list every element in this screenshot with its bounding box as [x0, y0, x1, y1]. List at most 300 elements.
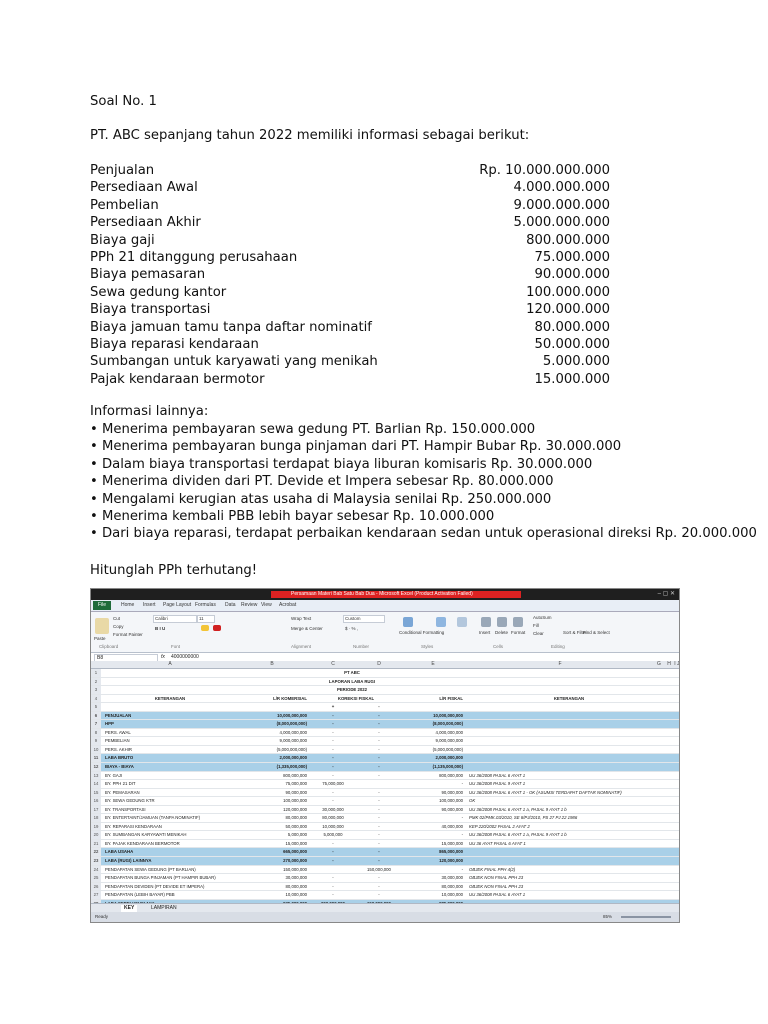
- delete-cells-icon[interactable]: [497, 617, 507, 627]
- info-bullet: • Mengalami kerugian atas usaha di Malaysia senilai Rp. 250.000.000: [90, 491, 552, 507]
- item-row: [90, 353, 610, 370]
- ribbon-tab-view[interactable]: View: [261, 602, 272, 608]
- font-color-icon[interactable]: [213, 625, 221, 631]
- cell-a[interactable]: LABA USAHA: [105, 849, 134, 855]
- column-header[interactable]: J: [677, 661, 680, 667]
- cell-d[interactable]: [357, 669, 401, 677]
- table-row: [91, 806, 679, 815]
- item-value: 50.000.000: [534, 336, 610, 352]
- cell-f[interactable]: [467, 669, 669, 677]
- font-size-value: 11: [199, 616, 204, 621]
- column-header[interactable]: I: [674, 661, 676, 667]
- cell-f[interactable]: PMK 02/PMK.03/2010, SE 8/PJ/2010, PS 27 PJ 22 1986: [469, 815, 578, 821]
- sheet-tab[interactable]: KEY: [121, 905, 137, 912]
- cell-b[interactable]: 270,000,000: [283, 858, 307, 864]
- row-number[interactable]: 16: [91, 797, 101, 805]
- cell-e[interactable]: -: [461, 866, 463, 872]
- cell-d[interactable]: -: [378, 858, 380, 864]
- column-header[interactable]: E: [431, 661, 435, 667]
- cell-e[interactable]: 2,000,000,000: [435, 755, 463, 761]
- cell-e[interactable]: [403, 678, 463, 686]
- cell-b[interactable]: 15,000,000: [285, 840, 307, 846]
- table-row: [91, 695, 679, 704]
- row-number[interactable]: 25: [91, 874, 101, 882]
- cell-d[interactable]: -: [378, 704, 380, 710]
- cell-d[interactable]: [357, 695, 401, 703]
- table-row: [91, 737, 679, 746]
- spreadsheet-grid[interactable]: [91, 661, 679, 903]
- cell-f[interactable]: UU 36/2008 PASAL 6 AYAT 1: [469, 892, 526, 898]
- cell-c[interactable]: -: [332, 772, 334, 778]
- cell-d[interactable]: 150,000,000: [367, 866, 391, 872]
- cell-b[interactable]: 10,000,000,000: [277, 712, 307, 718]
- cell-b[interactable]: 120,000,000: [283, 806, 307, 812]
- item-row: [90, 284, 610, 301]
- cell-d[interactable]: -: [378, 746, 380, 752]
- row-number[interactable]: 17: [91, 806, 101, 814]
- cell-c[interactable]: -: [332, 858, 334, 864]
- column-headers: [91, 661, 679, 669]
- wrap-text-button[interactable]: Wrap Text: [291, 616, 312, 621]
- item-label: Pajak kendaraan bermotor: [90, 371, 265, 387]
- cell-c[interactable]: LAPORAN LABA RUGI: [328, 678, 376, 684]
- cell-f[interactable]: [467, 848, 669, 856]
- cell-c[interactable]: 10,000,000: [322, 823, 344, 829]
- row-number[interactable]: 5: [91, 703, 101, 711]
- cut-button[interactable]: Cut: [113, 616, 121, 621]
- format-table-icon[interactable]: [436, 617, 446, 627]
- cell-c[interactable]: -: [332, 798, 334, 804]
- cell-d[interactable]: -: [378, 823, 380, 829]
- cell-c[interactable]: 80,000,000: [322, 815, 344, 821]
- cell-b[interactable]: 4,000,000,000: [279, 729, 307, 735]
- cell-c[interactable]: -: [332, 883, 334, 889]
- cell-a[interactable]: BY. PAJAK KENDARAAN BERMOTOR: [105, 840, 180, 846]
- cell-a[interactable]: BY. PPH 21 DIT: [105, 781, 136, 787]
- cell-d[interactable]: -: [378, 755, 380, 761]
- table-row: [91, 848, 679, 857]
- table-row: [91, 840, 679, 849]
- row-number[interactable]: 3: [91, 686, 101, 694]
- cell-a[interactable]: PERS. AKHIR: [105, 746, 132, 752]
- cell-b[interactable]: 10,000,000: [285, 892, 307, 898]
- cell-f[interactable]: UU 36/2008 PASAL 6 AYAT 1 a, PASAL 9 AYAT 1 b: [469, 806, 567, 812]
- cell-f[interactable]: KETERANGAN: [553, 695, 585, 701]
- cell-a[interactable]: BIAYA - BIAYA: [105, 764, 134, 770]
- cell-f[interactable]: UU 36/2008 PASAL 6 AYAT 1 a, PASAL 9 AYAT 1 b: [469, 832, 567, 838]
- cell-a[interactable]: BY. PEMASARAN: [105, 789, 140, 795]
- cell-d[interactable]: -: [378, 892, 380, 898]
- cell-b[interactable]: 80,000,000: [285, 883, 307, 889]
- cell-f[interactable]: [467, 746, 669, 754]
- ribbon-tab-page-layout[interactable]: Page Layout: [163, 602, 192, 608]
- info-bullet: • Menerima pembayaran bunga pinjaman dari PT. Hampir Bubar Rp. 30.000.000: [90, 439, 622, 455]
- table-row: [91, 686, 679, 695]
- cell-b[interactable]: L/R KOMERSIAL: [273, 695, 307, 701]
- cell-a[interactable]: PEMBELIAN: [105, 738, 130, 744]
- cell-c[interactable]: -: [332, 746, 334, 752]
- cell-a[interactable]: LABA BRUTO: [105, 755, 134, 761]
- cell-d[interactable]: -: [378, 815, 380, 821]
- cell-f[interactable]: [467, 763, 669, 771]
- merge-center-button[interactable]: Merge & Center: [291, 626, 323, 631]
- insert-cells-icon[interactable]: [481, 617, 491, 627]
- cell-b[interactable]: (1,335,000,000): [276, 764, 307, 770]
- cell-e[interactable]: -: [461, 815, 463, 821]
- cell-e[interactable]: 90,000,000: [441, 806, 463, 812]
- table-row: [91, 789, 679, 798]
- copy-button[interactable]: Copy: [113, 624, 124, 629]
- sort-filter-button[interactable]: Sort & Filter: [563, 630, 587, 635]
- cell-d[interactable]: -: [378, 849, 380, 855]
- sheet-rows: [91, 669, 679, 908]
- cell-c[interactable]: -: [332, 755, 334, 761]
- name-box[interactable]: B8: [94, 654, 158, 662]
- cell-b[interactable]: 2,000,000,000: [279, 755, 307, 761]
- cell-b[interactable]: 50,000,000: [285, 823, 307, 829]
- info-heading: Informasi lainnya:: [90, 404, 209, 419]
- cell-d[interactable]: -: [378, 875, 380, 881]
- ribbon-tabs: [91, 600, 679, 612]
- cell-c[interactable]: -: [332, 849, 334, 855]
- find-select-button[interactable]: Find & Select: [583, 630, 610, 635]
- cell-e[interactable]: 800,000,000: [439, 772, 463, 778]
- row-number[interactable]: 9: [91, 737, 101, 745]
- ribbon-group-label: Clipboard: [99, 644, 119, 649]
- cell-c[interactable]: -: [332, 840, 334, 846]
- item-value: 15.000.000: [534, 371, 610, 387]
- item-label: Pembelian: [90, 197, 159, 213]
- table-row: [91, 703, 679, 712]
- fill-color-icon[interactable]: [201, 625, 209, 631]
- item-row: [90, 301, 610, 318]
- row-number[interactable]: 21: [91, 840, 101, 848]
- row-number[interactable]: 13: [91, 772, 101, 780]
- cell-e[interactable]: [403, 686, 463, 694]
- number-format-buttons[interactable]: $ · % ,: [345, 626, 359, 631]
- row-number[interactable]: 22: [91, 848, 101, 856]
- cell-d[interactable]: -: [378, 772, 380, 778]
- row-number[interactable]: 11: [91, 754, 101, 762]
- cell-f[interactable]: [467, 729, 669, 737]
- cell-a[interactable]: KETERANGAN: [154, 695, 186, 701]
- cell-c[interactable]: -: [332, 892, 334, 898]
- ribbon-tab-insert[interactable]: Insert: [143, 602, 156, 608]
- cell-e[interactable]: L/R FISKAL: [439, 695, 463, 701]
- cell-c[interactable]: [311, 866, 355, 874]
- cell-e[interactable]: 40,000,000: [441, 823, 463, 829]
- row-number[interactable]: 10: [91, 746, 101, 754]
- bold-italic-underline[interactable]: B I U: [155, 626, 166, 631]
- table-row: [91, 866, 679, 875]
- cell-e[interactable]: [403, 669, 463, 677]
- clear-button[interactable]: Clear: [533, 631, 544, 636]
- zoom-level: 85%: [603, 914, 613, 919]
- item-value: 5.000.000: [542, 354, 610, 370]
- cell-b[interactable]: 80,000,000: [285, 815, 307, 821]
- table-row: [91, 746, 679, 755]
- ribbon-tab-acrobat[interactable]: Acrobat: [279, 602, 297, 608]
- item-row: [90, 249, 610, 266]
- cell-a[interactable]: PENDAPATAN BUNGA PINJAMAN (PT HAMPIR BUBAR): [105, 875, 216, 881]
- info-bullet: • Dalam biaya transportasi terdapat biaya liburan komisaris Rp. 30.000.000: [90, 456, 593, 472]
- item-value: Rp. 10.000.000.000: [479, 163, 610, 178]
- cell-a[interactable]: PENDAPATAN DEVIDEN (PT DEVIDE ET IMPERA): [105, 883, 205, 889]
- cell-f[interactable]: [467, 857, 669, 865]
- cell-b[interactable]: 30,000,000: [285, 875, 307, 881]
- cell-e[interactable]: -: [461, 832, 463, 838]
- cell-c[interactable]: -: [332, 789, 334, 795]
- cell-d[interactable]: -: [378, 789, 380, 795]
- ribbon-group-label: Font: [171, 644, 181, 649]
- paste-button[interactable]: Paste: [94, 636, 106, 641]
- cell-e[interactable]: [403, 703, 463, 711]
- item-row: [90, 371, 610, 388]
- cell-b[interactable]: 800,000,000: [283, 772, 307, 778]
- cell-b[interactable]: (5,000,000,000): [276, 746, 307, 752]
- row-number[interactable]: 12: [91, 763, 101, 771]
- cell-c[interactable]: -: [332, 712, 334, 718]
- table-row: [91, 883, 679, 892]
- table-row: [91, 763, 679, 772]
- column-header[interactable]: G: [657, 661, 661, 667]
- cell-f[interactable]: UU 36 AYAT PASAL 6 AYAT 1: [469, 840, 526, 846]
- cell-a[interactable]: HPP: [105, 721, 114, 727]
- row-number[interactable]: 6: [91, 712, 101, 720]
- table-row: [91, 797, 679, 806]
- column-header[interactable]: F: [558, 661, 562, 667]
- cell-e[interactable]: -: [461, 781, 463, 787]
- cell-e[interactable]: 100,000,000: [439, 798, 463, 804]
- cell-e[interactable]: (5,000,000,000): [432, 746, 463, 752]
- item-value: 5.000.000.000: [513, 215, 610, 231]
- column-header[interactable]: D: [377, 661, 381, 667]
- row-number[interactable]: 4: [91, 695, 101, 703]
- cell-e[interactable]: 4,000,000,000: [435, 729, 463, 735]
- cell-e[interactable]: (8,000,000,000): [432, 721, 463, 727]
- cell-a[interactable]: LABA (RUGI) LAINNYA: [105, 858, 152, 864]
- row-number[interactable]: 15: [91, 789, 101, 797]
- cell-c[interactable]: -: [332, 764, 334, 770]
- cell-a[interactable]: [103, 686, 235, 694]
- column-header[interactable]: H: [667, 661, 671, 667]
- sheet-tab[interactable]: LAMPIRAN: [151, 905, 177, 911]
- info-bullet: • Menerima pembayaran sewa gedung PT. Barlian Rp. 150.000.000: [90, 422, 536, 437]
- formula-input[interactable]: 4000000000: [171, 654, 199, 660]
- cell-d[interactable]: -: [378, 764, 380, 770]
- row-number[interactable]: 26: [91, 883, 101, 891]
- conditional-formatting-icon[interactable]: [403, 617, 413, 627]
- cell-e[interactable]: 90,000,000: [441, 789, 463, 795]
- table-row: [91, 669, 679, 678]
- item-label: Persediaan Akhir: [90, 215, 201, 231]
- info-bullet: • Dari biaya reparasi, terdapat perbaikan kendaraan sedan untuk operasional direksi Rp. 20.000.000: [90, 526, 757, 542]
- cell-e[interactable]: 15,000,000: [441, 840, 463, 846]
- ribbon-tab-file[interactable]: File: [93, 601, 111, 610]
- column-header[interactable]: B: [270, 661, 274, 667]
- cell-d[interactable]: -: [378, 729, 380, 735]
- ribbon-tab-formulas[interactable]: Formulas: [195, 602, 216, 608]
- cell-a[interactable]: BY. REPARASI KENDARAAN: [105, 823, 162, 829]
- item-label: Sewa gedung kantor: [90, 284, 227, 300]
- row-number[interactable]: 27: [91, 891, 101, 899]
- insert-button[interactable]: Insert: [479, 630, 491, 635]
- cell-c[interactable]: -: [332, 729, 334, 735]
- ribbon-tab-home[interactable]: Home: [121, 602, 135, 608]
- cell-f[interactable]: UU 36/2008 PASAL 6 AYAT 1: [469, 772, 526, 778]
- cell-a[interactable]: PERS. AWAL: [105, 729, 131, 735]
- cell-c[interactable]: -: [332, 875, 334, 881]
- cell-f[interactable]: OBJEK NON FINAL PPH 23: [469, 875, 524, 881]
- table-row: [91, 874, 679, 883]
- format-button[interactable]: Format: [511, 630, 526, 635]
- cell-f[interactable]: [467, 703, 669, 711]
- cell-c[interactable]: PERIODE 2022: [336, 687, 368, 693]
- item-row: [90, 336, 610, 353]
- ribbon-group-label: Alignment: [291, 644, 312, 649]
- row-number[interactable]: 18: [91, 814, 101, 822]
- delete-button[interactable]: Delete: [495, 630, 509, 635]
- cell-f[interactable]: [467, 712, 669, 720]
- cell-a[interactable]: [103, 703, 235, 711]
- cell-d[interactable]: -: [378, 806, 380, 812]
- cell-b[interactable]: 9,000,000,000: [279, 738, 307, 744]
- cell-e[interactable]: 10,000,000,000: [433, 712, 463, 718]
- font-name-value: Calibri: [155, 616, 168, 621]
- cell-c[interactable]: 5,000,000: [323, 832, 343, 838]
- fx-icon[interactable]: fx: [161, 654, 165, 660]
- info-bullet: • Menerima dividen dari PT. Devide et Impera sebesar Rp. 80.000.000: [90, 474, 554, 490]
- row-number[interactable]: 19: [91, 823, 101, 831]
- cell-d[interactable]: [357, 686, 401, 694]
- fill-button[interactable]: Fill: [533, 623, 539, 628]
- cell-a[interactable]: PENDAPATAN (LEBIH BAYAR) PBB: [105, 892, 175, 898]
- cell-b[interactable]: 75,000,000: [285, 781, 307, 787]
- cell-c[interactable]: 75,000,000: [322, 781, 344, 787]
- cell-b[interactable]: 90,000,000: [285, 789, 307, 795]
- cell-b[interactable]: (8,000,000,000): [276, 721, 307, 727]
- excel-window-title: Persamaan Materi Bab Satu Bab Dua - Microsoft Excel (Product Activation Failed): [291, 591, 473, 597]
- ribbon-tab-review[interactable]: Review: [241, 602, 258, 608]
- window-controls[interactable]: – ▢ ✕: [657, 591, 675, 597]
- cell-e[interactable]: 9,000,000,000: [435, 738, 463, 744]
- column-header[interactable]: A: [168, 661, 172, 667]
- cell-e[interactable]: 10,000,000: [441, 892, 463, 898]
- cell-c[interactable]: +: [331, 704, 335, 710]
- cell-f[interactable]: OBJEK NON FINAL PPH 23: [469, 883, 524, 889]
- table-row: [91, 720, 679, 729]
- item-row: [90, 319, 610, 336]
- cell-a[interactable]: [103, 678, 235, 686]
- cell-c[interactable]: -: [332, 738, 334, 744]
- cell-f[interactable]: [467, 678, 669, 686]
- autosum-button[interactable]: AutoSum: [533, 615, 552, 620]
- cell-c[interactable]: -: [332, 721, 334, 727]
- column-header[interactable]: C: [331, 661, 335, 667]
- format-painter-button[interactable]: Format Painter: [113, 632, 143, 637]
- row-number[interactable]: 2: [91, 678, 101, 686]
- cell-d[interactable]: [357, 780, 401, 788]
- item-value: 100.000.000: [526, 284, 610, 300]
- row-number[interactable]: 1: [91, 669, 101, 677]
- cell-a[interactable]: [103, 669, 235, 677]
- cell-d[interactable]: [357, 678, 401, 686]
- zoom-slider[interactable]: [621, 916, 671, 918]
- cell-e[interactable]: 30,000,000: [441, 875, 463, 881]
- cell-b[interactable]: 150,000,000: [283, 866, 307, 872]
- cell-e[interactable]: 120,000,000: [439, 858, 463, 864]
- cell-f[interactable]: OK: [469, 798, 476, 804]
- row-number[interactable]: 14: [91, 780, 101, 788]
- cell-f[interactable]: [467, 754, 669, 762]
- cell-e[interactable]: 865,000,000: [439, 849, 463, 855]
- cell-a[interactable]: BY. ENTERTAINT/JAMUAN (TANPA NOMINATIF): [105, 815, 201, 821]
- cell-a[interactable]: PENJUALAN: [105, 712, 132, 718]
- conditional-formatting-button[interactable]: Conditional Formatting: [399, 630, 445, 635]
- cell-b[interactable]: 100,000,000: [283, 798, 307, 804]
- cell-f[interactable]: [467, 737, 669, 745]
- cell-d[interactable]: -: [378, 883, 380, 889]
- cell-a[interactable]: BY. SEWA GEDUNG KTR: [105, 798, 155, 804]
- cell-a[interactable]: PENDAPATAN SEWA GEDUNG (PT BARLIAN): [105, 866, 196, 872]
- cell-c[interactable]: PT ABC: [344, 670, 360, 675]
- excel-title-bar: [91, 589, 679, 600]
- excel-screenshot: [90, 588, 680, 923]
- row-number[interactable]: 7: [91, 720, 101, 728]
- cell-f[interactable]: UU 36/2008 PASAL 6 AYAT 1 - OK (ASUMSI TERDAPAT DAFTAR NOMINATIF): [469, 789, 622, 795]
- cell-a[interactable]: BY. TRANSPORTASI: [105, 806, 146, 812]
- ribbon-group-label: Cells: [493, 644, 504, 649]
- cell-f[interactable]: [467, 686, 669, 694]
- ribbon: [91, 612, 679, 653]
- cell-c[interactable]: 30,000,000: [322, 806, 344, 812]
- cell-d[interactable]: -: [378, 832, 380, 838]
- cell-d[interactable]: -: [378, 721, 380, 727]
- ribbon-tab-data[interactable]: Data: [225, 602, 236, 608]
- row-number[interactable]: 24: [91, 866, 101, 874]
- cell-f[interactable]: [467, 720, 669, 728]
- item-label: Biaya transportasi: [90, 302, 211, 318]
- table-row: [91, 754, 679, 763]
- cell-a[interactable]: BY. SUMBANGAN KARYAWATI MENIKAH: [105, 832, 187, 838]
- cell-f[interactable]: KEP 220/2002 PASAL 2 AYAT 2: [469, 823, 530, 829]
- status-text: Ready: [95, 914, 109, 919]
- cell-b[interactable]: 5,000,000: [287, 832, 307, 838]
- cell-e[interactable]: (1,135,000,000): [432, 764, 463, 770]
- cell-a[interactable]: BY. GAJI: [105, 772, 123, 778]
- cell-d[interactable]: -: [378, 840, 380, 846]
- cell-b[interactable]: 665,000,000: [283, 849, 307, 855]
- cell-d[interactable]: -: [378, 738, 380, 744]
- cell-b[interactable]: [237, 703, 307, 711]
- status-bar: [91, 912, 679, 922]
- format-cells-icon[interactable]: [513, 617, 523, 627]
- cell-c[interactable]: KOREKSI FISKAL: [337, 695, 375, 701]
- cell-e[interactable]: 80,000,000: [441, 883, 463, 889]
- cell-f[interactable]: UU 36/2008 PASAL 9 AYAT 1: [469, 781, 526, 787]
- cell-d[interactable]: -: [378, 798, 380, 804]
- cell-f[interactable]: OBJEK FINAL PPH 4(2): [469, 866, 516, 872]
- row-number[interactable]: 20: [91, 831, 101, 839]
- cell-d[interactable]: -: [378, 712, 380, 718]
- row-number[interactable]: 8: [91, 729, 101, 737]
- ribbon-group-label: Styles: [421, 644, 434, 649]
- item-row: [90, 266, 610, 283]
- cell-styles-icon[interactable]: [457, 617, 467, 627]
- row-number[interactable]: 23: [91, 857, 101, 865]
- table-row: [91, 678, 679, 687]
- paste-icon[interactable]: [95, 618, 109, 634]
